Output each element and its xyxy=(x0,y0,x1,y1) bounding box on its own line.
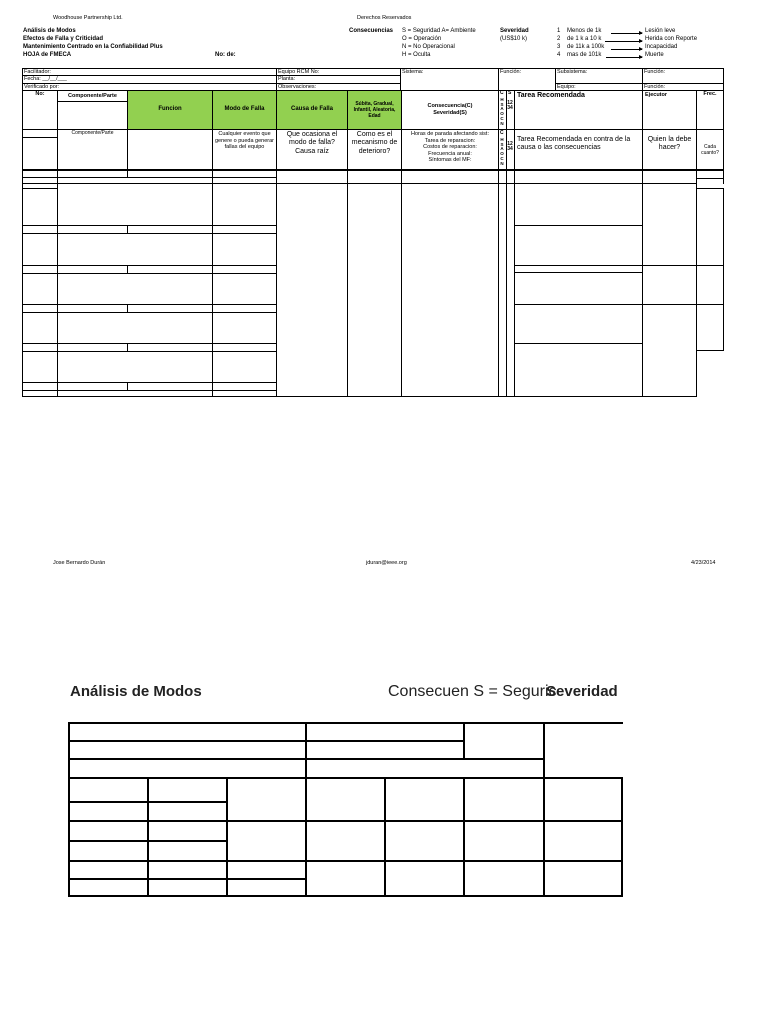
consequence-n: N = No Operacional xyxy=(402,44,455,50)
title-line-4: HOJA de FMECA xyxy=(23,52,72,58)
header-no xyxy=(22,90,58,130)
sistema-field[interactable]: Sistema: xyxy=(402,69,424,75)
equipo-field[interactable]: Equipo: xyxy=(557,84,576,90)
zoom-grid-line xyxy=(384,777,386,897)
info-grid-divider xyxy=(555,68,556,91)
grid-line xyxy=(22,304,277,305)
header-modo-falla-label: Modo de Falla xyxy=(224,106,265,113)
grid-line xyxy=(514,265,724,266)
grid-line xyxy=(696,170,697,397)
grid-line xyxy=(22,177,277,178)
rights-notice: Derechos Reservados xyxy=(357,15,412,21)
example-causa[interactable] xyxy=(276,129,348,170)
header-componente-label: Componente/Parte xyxy=(68,92,117,99)
header-c-vertical: HSAOCN xyxy=(500,97,504,126)
grid-line xyxy=(276,396,696,397)
header-consecuencia-label: Consecuencia(C) Severidad(S) xyxy=(427,103,473,116)
grid-line xyxy=(22,343,277,344)
zoom-grid-line xyxy=(68,758,545,760)
grid-line xyxy=(22,170,277,171)
grid-line xyxy=(212,170,213,397)
example-consecuencia-line-4: Frecuencia anual: xyxy=(428,150,472,157)
info-grid-divider xyxy=(22,75,400,76)
grid-line xyxy=(22,225,277,226)
header-causa-falla xyxy=(276,90,348,130)
zoom-grid-line xyxy=(68,820,623,822)
severity-2-result: Herida con Reporte xyxy=(645,36,698,42)
planta-field[interactable]: Planta: xyxy=(278,76,296,82)
grid-line xyxy=(514,170,515,397)
grid-line xyxy=(22,233,277,234)
severity-3-range: de 11k a 100k xyxy=(567,44,605,50)
header-s-letter: S xyxy=(508,90,512,96)
grid-line xyxy=(22,390,277,391)
funcion-field-2[interactable]: Función: xyxy=(644,69,666,75)
grid-line xyxy=(498,170,499,397)
example-consecuencia[interactable] xyxy=(401,129,499,170)
header-subita-label: Súbita, Gradual, Infantil, Aleatoria, Edad xyxy=(353,101,396,119)
grid-line xyxy=(22,382,277,383)
subsistema-field[interactable]: Subsistema: xyxy=(557,69,588,75)
zoom-grid-line xyxy=(68,740,465,742)
example-tarea-text: Tarea Recomendada en contra de la causa o las consecuencias xyxy=(517,136,631,152)
example-tarea[interactable] xyxy=(514,129,643,170)
grid-line xyxy=(276,170,277,397)
severity-unit: (US$10 k) xyxy=(500,36,528,42)
header-no-label: No: xyxy=(35,91,45,97)
example-componente-label: Componente/Parte xyxy=(71,130,114,136)
header-s-vertical: 1234 xyxy=(507,100,513,112)
example-subita[interactable] xyxy=(347,129,402,170)
info-grid-divider xyxy=(642,68,643,91)
fecha-field[interactable]: Fecha: __/__/___ xyxy=(24,76,67,82)
header-frec xyxy=(696,90,724,130)
example-ejecutor-text: Quien la debe hacer? xyxy=(647,136,692,152)
example-c-vertical: HSAOCN xyxy=(500,137,504,166)
example-consecuencia-line-1: Horas de parada afectando sist: xyxy=(411,131,489,137)
header-consecuencia xyxy=(401,90,499,130)
title-line-3: Mantenimiento Centrado en la Confiabilidad Plus xyxy=(23,44,163,50)
grid-line xyxy=(22,273,277,274)
zoom-grid-line xyxy=(68,801,228,803)
grid-line xyxy=(696,350,724,351)
example-causa-text: Que ocasiona el modo de falla? Causa raíz xyxy=(286,131,338,155)
severity-3-result: Incapacidad xyxy=(645,44,678,50)
zoom-grid-line xyxy=(68,895,623,897)
zoom-title: Análisis de Modos xyxy=(70,683,202,700)
grid-line xyxy=(22,312,277,313)
title-line-1: Análisis de Modos xyxy=(23,28,76,34)
grid-line xyxy=(514,343,642,344)
grid-line xyxy=(696,178,724,179)
severity-1-result: Lesión leve xyxy=(645,28,676,34)
footer-date: 4/23/2014 xyxy=(691,560,716,566)
zoom-grid-line xyxy=(68,878,307,880)
grid-line xyxy=(506,170,507,397)
severity-4-range: mas de 101k xyxy=(567,52,602,58)
zoom-grid-line xyxy=(543,777,545,897)
grid-line xyxy=(642,170,643,397)
consequence-h: H = Oculta xyxy=(402,52,431,58)
example-modo[interactable] xyxy=(212,129,277,170)
example-ejecutor[interactable] xyxy=(642,129,697,170)
grid-line xyxy=(22,351,277,352)
example-c-letter: C xyxy=(500,130,504,136)
grid-line xyxy=(514,272,642,273)
info-grid-divider xyxy=(22,83,400,84)
header-c-letter: C xyxy=(500,90,504,96)
header-modo-falla xyxy=(212,90,277,130)
grid-line xyxy=(57,170,58,397)
observaciones-field[interactable]: Observaciones: xyxy=(278,84,317,90)
header-ejecutor xyxy=(642,90,697,130)
zoom-grid-line xyxy=(68,860,623,862)
footer-author: Jose Bernardo Durán xyxy=(53,560,106,566)
funcion-field-3[interactable]: Función: xyxy=(644,84,666,90)
grid-line xyxy=(347,170,348,397)
info-grid-divider xyxy=(498,68,499,91)
grid-line xyxy=(723,170,724,184)
header-funcion-label: Funcion xyxy=(158,106,182,113)
severity-3-arrow xyxy=(611,49,642,50)
footer-email: jduran@ieee.org xyxy=(366,560,407,566)
severity-1-range: Menos de 1k xyxy=(567,28,602,34)
funcion-field-1[interactable]: Función: xyxy=(500,69,522,75)
zoom-grid-line xyxy=(68,722,623,724)
grid-line xyxy=(22,188,57,189)
severity-2-arrow xyxy=(605,41,642,42)
example-consecuencia-line-5: Síntomas del MF: xyxy=(428,157,472,164)
header-frec-label: Frec. xyxy=(703,91,717,97)
grid-line xyxy=(22,396,277,397)
grid-line xyxy=(22,183,277,184)
example-modo-text: Cualquier evento que genere o pueda generar fallas del equipo xyxy=(214,131,275,151)
severity-1-number: 1 xyxy=(557,28,561,34)
zoom-grid-line xyxy=(68,722,70,897)
zoom-grid-line xyxy=(68,777,623,779)
grid-line xyxy=(276,183,696,184)
verificado-field[interactable]: Verificado por: xyxy=(24,84,60,90)
severity-1-arrow xyxy=(611,33,642,34)
example-frec-text: Cada cuanto? xyxy=(701,143,719,156)
example-funcion[interactable] xyxy=(127,129,213,170)
example-subita-text: Como es el mecanismo de deterioro? xyxy=(351,131,398,155)
header-tarea-label: Tarea Recomendada xyxy=(517,92,585,99)
grid-line xyxy=(723,188,724,350)
grid-line xyxy=(401,170,402,397)
severity-label: Severidad xyxy=(500,28,529,34)
grid-line xyxy=(514,304,724,305)
grid-line xyxy=(22,265,277,266)
severity-4-result: Muerte xyxy=(645,52,664,58)
grid-line xyxy=(276,170,724,171)
example-frec[interactable] xyxy=(696,129,724,170)
equipo-rcm-field[interactable]: Equipo RCM No: xyxy=(278,69,320,75)
severity-3-number: 3 xyxy=(557,44,561,50)
zoom-consequences: Consecuen S = Seguric xyxy=(388,683,557,700)
grid-line xyxy=(514,225,642,226)
example-s-vertical: 1234 xyxy=(507,141,513,153)
title-line-2: Efectos de Falla y Criticidad xyxy=(23,36,104,42)
header-ejecutor-label: Ejecutor xyxy=(645,92,668,98)
severity-4-arrow xyxy=(606,57,642,58)
severity-4-number: 4 xyxy=(557,52,561,58)
grid-line xyxy=(696,188,724,189)
example-consecuencia-line-2: Tarea de reparacion: xyxy=(424,137,476,144)
header-funcion xyxy=(127,90,213,130)
header-tarea xyxy=(514,90,643,130)
consequence-o: O = Operación xyxy=(402,36,442,42)
zoom-grid-line xyxy=(621,777,623,897)
example-no[interactable] xyxy=(22,137,58,170)
severity-2-number: 2 xyxy=(557,36,561,42)
severity-2-range: de 1 k a 10 k xyxy=(567,36,602,42)
info-grid-divider xyxy=(400,68,401,91)
info-grid-divider xyxy=(276,68,277,91)
zoom-severity: Severidad xyxy=(546,683,618,700)
example-consecuencia-line-3: Costos de reparacion: xyxy=(423,144,477,151)
header-causa-falla-label: Causa de Falla xyxy=(290,106,334,113)
zoom-grid-line xyxy=(305,722,307,779)
zoom-grid-line xyxy=(543,722,545,779)
info-grid-divider xyxy=(555,83,724,84)
consequence-s-a: S = Seguridad A= Ambiente xyxy=(402,28,476,34)
consequences-label: Consecuencias xyxy=(349,28,394,34)
header-componente-blank xyxy=(57,101,128,130)
header-subita xyxy=(347,90,402,130)
zoom-grid-line xyxy=(463,777,465,897)
sheet-number: No: de: xyxy=(215,52,236,58)
info-grid xyxy=(22,68,724,91)
grid-line xyxy=(22,170,23,397)
example-componente[interactable] xyxy=(57,129,128,170)
zoom-grid-line xyxy=(68,840,228,842)
company-name: Woodhouse Partnership Ltd. xyxy=(53,15,123,21)
facilitador-field[interactable]: Facilitador: xyxy=(24,69,51,75)
